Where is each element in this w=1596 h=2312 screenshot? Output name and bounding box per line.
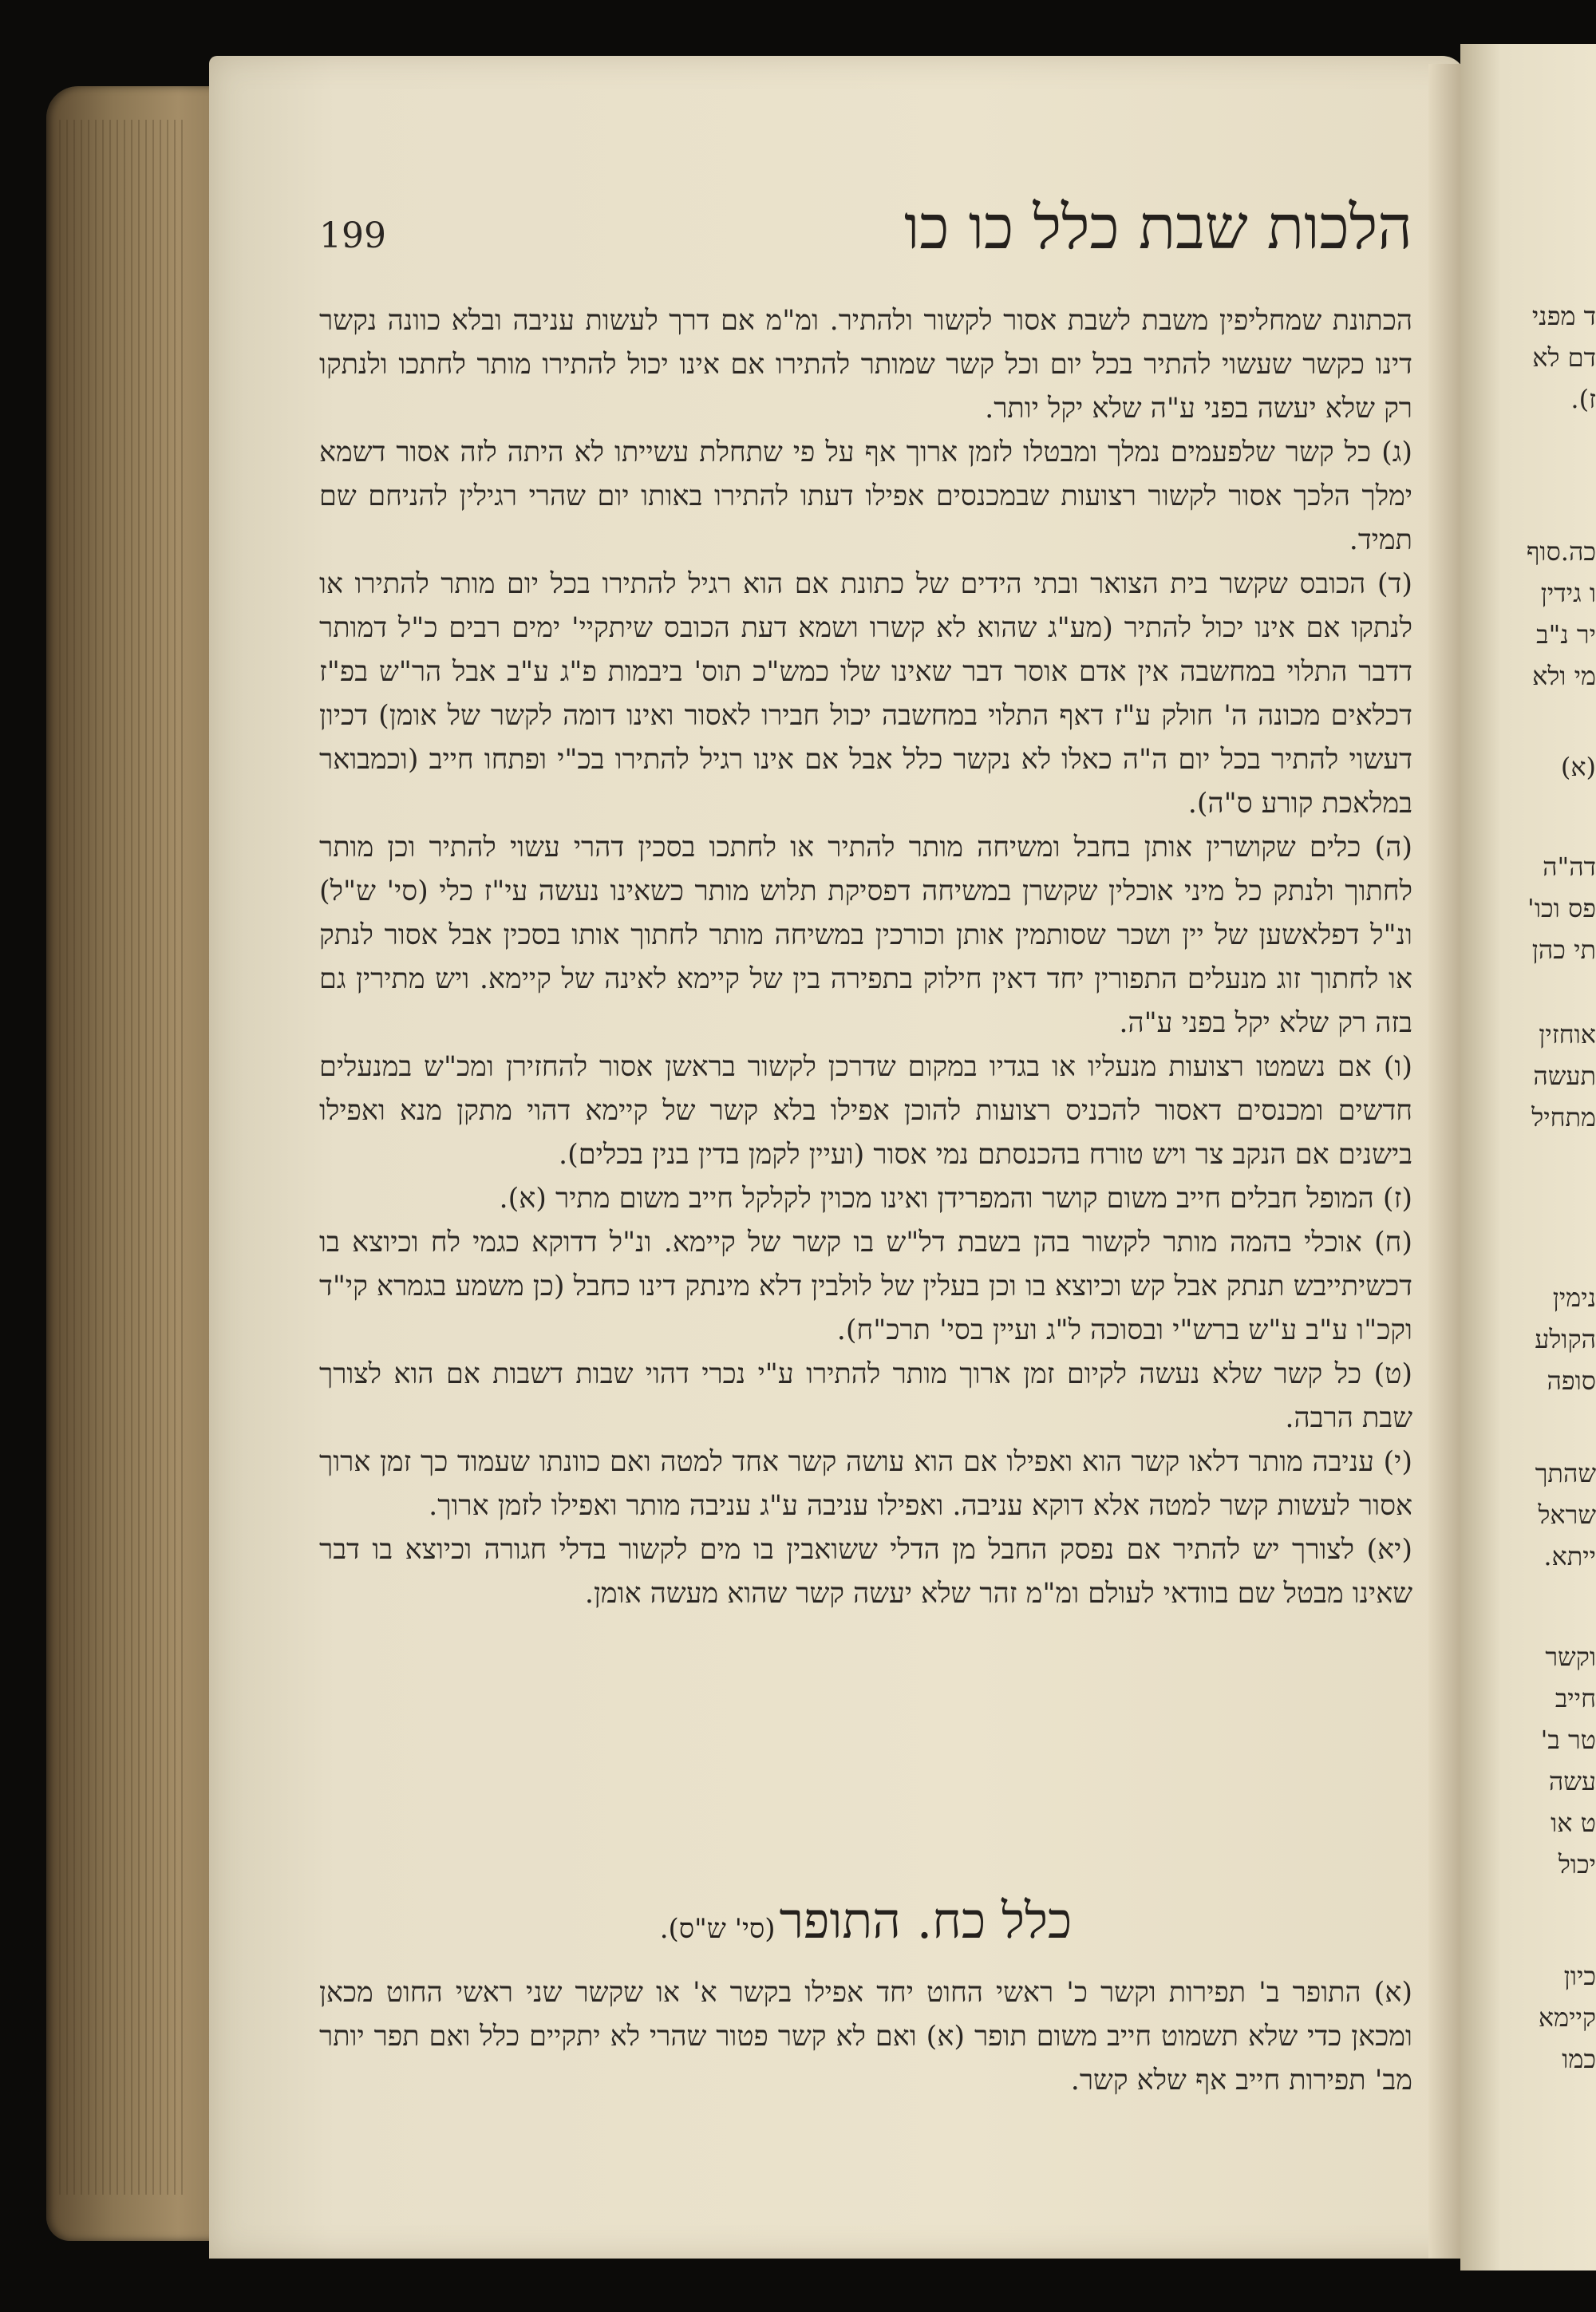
paragraph: (א) התופר ב' תפירות וקשר כ' ראשי החוט יחד אפילו בקשר א' או שקשר שני ראשי החוט מכאן ומכאן כדי שלא תשמוט חייב משום תופר (א) ואם לא קשר פטור שהרי לא יתקיים כלל ואם תפר יותר מב' תפירות חייב אף שלא קשר. (319, 1977, 1412, 2097)
paragraph: (ג) כל קשר שלפעמים נמלך ומבטלו לזמן ארוך אף על פי שתחלת עשייתו לא היתה לזה אסור דשמא ימלך הלכך אסור לקשור רצועות שבמכנסים אפילו דעתו להתירו באותו יום שהרי רגילין להניחם שם תמיד. (319, 437, 1412, 556)
section-title: כלל כח. התופר (779, 1891, 1073, 1950)
page-edge-texture (59, 120, 187, 2195)
paragraph: (ז) המופל חבלים חייב משום קושר והמפרידן ואינו מכוין לקלקל חייב משום מתיר (א). (499, 1183, 1412, 1215)
facing-page-fragment: שהתך שראל ייתא. (1535, 1458, 1596, 1571)
facing-page-fragment: וקשר חייב טר ב' עשה ט או יכול (1540, 1642, 1596, 1879)
paragraph: (ה) כלים שקושרין אותן בחבל ומשיחה מותר להתיר או לחתכו בסכין דהרי עשוי להתיר וכן מותר לחתוך ולנתק כל מיני אוכלין שקשרן במשיחה דפסיקת תלוש מותר כשאינו נעשה עי"ז כלי (סי' ש"ל) ונ"ל דפלאשען של יין ושכר שסותמין אותן וכורכין במשיחה מותר לחתוך אותו בסכין אבל אסור לנתק או לחתוך זוג מנעלים התפורין יחד דאין חילוק בתפירה בין של קיימא לאינה של קיימא. ויש מתירין גם בזה רק שלא יקל בפני ע"ה. (319, 832, 1412, 1039)
page-title: הלכות שבת כלל כו כו (903, 192, 1412, 263)
page-number: 199 (319, 215, 386, 256)
section-heading (319, 1891, 1412, 1950)
facing-page-fragment: ד מפני דם לא ז). (1531, 301, 1596, 414)
paragraph: (ד) הכובס שקשר בית הצואר ובתי הידים של כתונת אם הוא רגיל להתירו בכל יום מותר להתירו או לנתקו אם אינו יכול להתיר (מע"ג שהוא לא קשרו ושמא דעת הכובס שיתקיי' ימים רבים כ"ל דמותר דדבר התלוי במחשבה אין אדם אוסר דבר שאינו שלו כמש"כ תוס' ביבמות פ"ג ע"ב אבל הר"ש בפ"ז דכלאים מכונה ה' חולק ע"ז דאף התלוי במחשבה יכול חבירו לאסור ואינו דומה לקשר של אומן) דכיון דעשוי להתיר בכל יום ה"ה כאלו לא נקשר כלל אבל אם אינו רגיל להתירו בכ"י ופתחו חייב (וכמבואר במלאכת קורע ס"ה). (319, 568, 1412, 820)
paragraph: (ו) אם נשמטו רצועות מנעליו או בגדיו במקום שדרכן לקשור בראשן אסור להחזירן ומכ"ש במנעלים חדשים ומכנסים דאסור להכניס רצועות להוכן אפילו בלא קשר של קיימא דהוי מתקן מנא ואפילו בישנים אם הנקב צר ויש טורח בהכנסתם נמי אסור (ועיין לקמן בדין בנין בכלים). (319, 1051, 1412, 1171)
paragraph: הכתונת שמחליפין משבת לשבת אסור לקשור ולהתיר. ומ"מ אם דרך לעשות עניבה ובלא כוונה נקשר דינו כקשר שעשוי להתיר בכל יום וכל קשר שמותר להתירו אם אינו יכול להתירו מותר לחתכו ולנתקו רק שלא יעשה בפני ע"ה שלא יקל יותר. (319, 305, 1412, 425)
paragraph: (י) עניבה מותר דלאו קשר הוא ואפילו אם הוא עושה קשר אחד למטה ואם כוונתו שעמוד כך זמן ארוך אסור לעשות קשר למטה אלא דוקא עניבה. ואפילו עניבה ע"ג עניבה מותר ואפילו לזמן ארוך. (319, 1446, 1412, 1522)
facing-page-fragment: כיון קיימא כמו (1538, 1961, 1596, 2074)
facing-page-fragment: (א) (1560, 752, 1596, 782)
paragraph: (ט) כל קשר שלא נעשה לקיום זמן ארוך מותר להתירו ע"י נכרי דהוי שבות דשבות אם הוא לצורך שבת הרבה. (319, 1358, 1412, 1434)
body-text (319, 299, 1412, 1616)
section-reference: (סי' ש"ס). (659, 1913, 776, 1945)
facing-page-fragment: דה"ה פס וכו' תי כהן (1527, 852, 1596, 965)
facing-page-fragment: נימין הקולע סופה (1535, 1282, 1596, 1396)
paragraph: (ח) אוכלי בהמה מותר לקשור בהן בשבת דל"ש בו קשר של קיימא. ונ"ל דדוקא כגמי לח וכיוצא בו דכשיתייבש תנתק אבל קש וכיוצא בו וכן בעלין של לולבין דלא מינתק דינו כחבל (כן משמע בגמרא קי"ד וקכ"ו ע"ב ע"ש ברש"י ובסוכה ל"ג ועיין בסי' תרכ"ח). (319, 1227, 1412, 1346)
section-text (319, 1971, 1412, 2103)
facing-page-fragment: כה.סוף ו גידין יר נ"ב מי ולא (1526, 536, 1596, 691)
paragraph: (יא) לצורך יש להתיר אם נפסק החבל מן הדלי ששואבין בו מים לקשור בדלי חגורה וכיוצא בו דבר שאינו מבטל שם בוודאי לעולם ומ"מ זהר שלא יעשה קשר שהוא מעשה אומן. (319, 1534, 1412, 1610)
running-head (319, 192, 1412, 279)
facing-page-fragment: אוחזין תעשה מתחיל (1531, 1019, 1596, 1132)
